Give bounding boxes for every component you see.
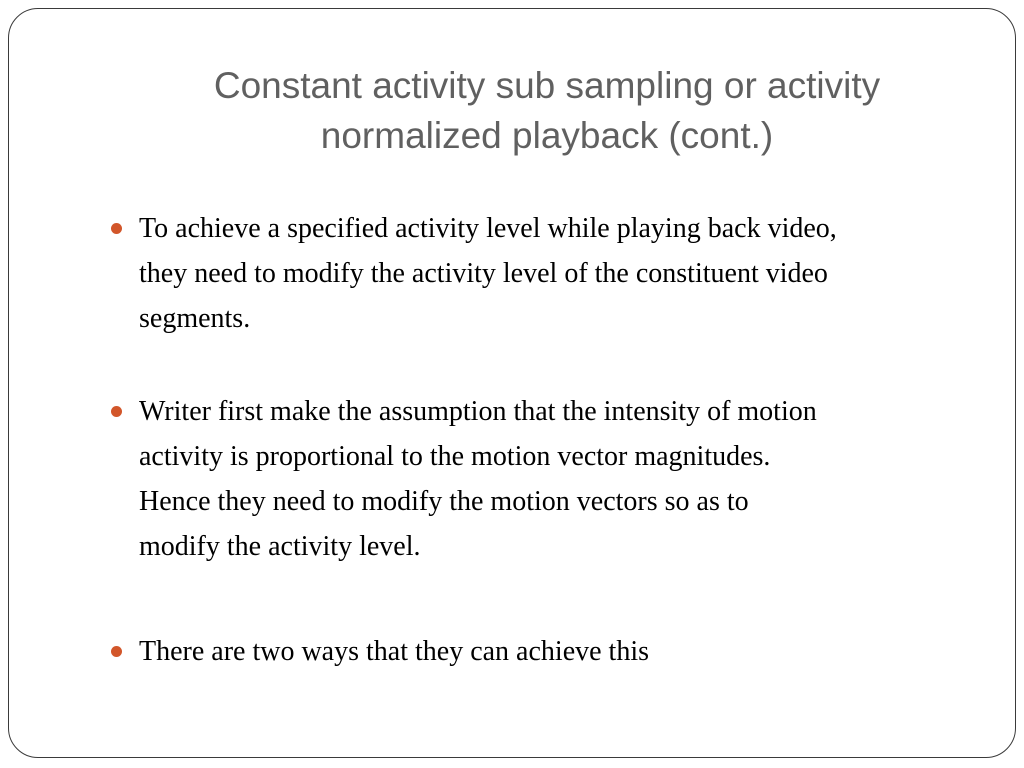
bullet-line: segments.	[139, 303, 251, 334]
bullet-dot-icon	[111, 223, 122, 234]
bullet-line: they need to modify the activity level of the constituent video	[139, 258, 828, 289]
bullet-line: modify the activity level.	[139, 531, 421, 562]
bullet-item	[109, 389, 979, 569]
bullet-dot-icon	[111, 406, 122, 417]
bullet-dot-icon	[111, 646, 122, 657]
bullet-list	[109, 206, 979, 674]
bullet-line: Hence they need to modify the motion vectors so as to	[139, 486, 749, 517]
slide-title-line-2: normalized playback (cont.)	[320, 115, 774, 156]
bullet-item	[109, 206, 979, 341]
slide-title-line-1: Constant activity sub sampling or activity	[213, 65, 881, 106]
slide-frame	[8, 8, 1016, 758]
bullet-line: Writer first make the assumption that the intensity of motion	[139, 396, 817, 427]
bullet-line: activity is proportional to the motion vector magnitudes.	[139, 441, 771, 472]
bullet-line: To achieve a specified activity level while playing back video,	[139, 213, 837, 244]
bullet-line: There are two ways that they can achieve this	[139, 636, 650, 667]
bullet-item	[109, 629, 979, 674]
slide-title	[159, 61, 935, 161]
